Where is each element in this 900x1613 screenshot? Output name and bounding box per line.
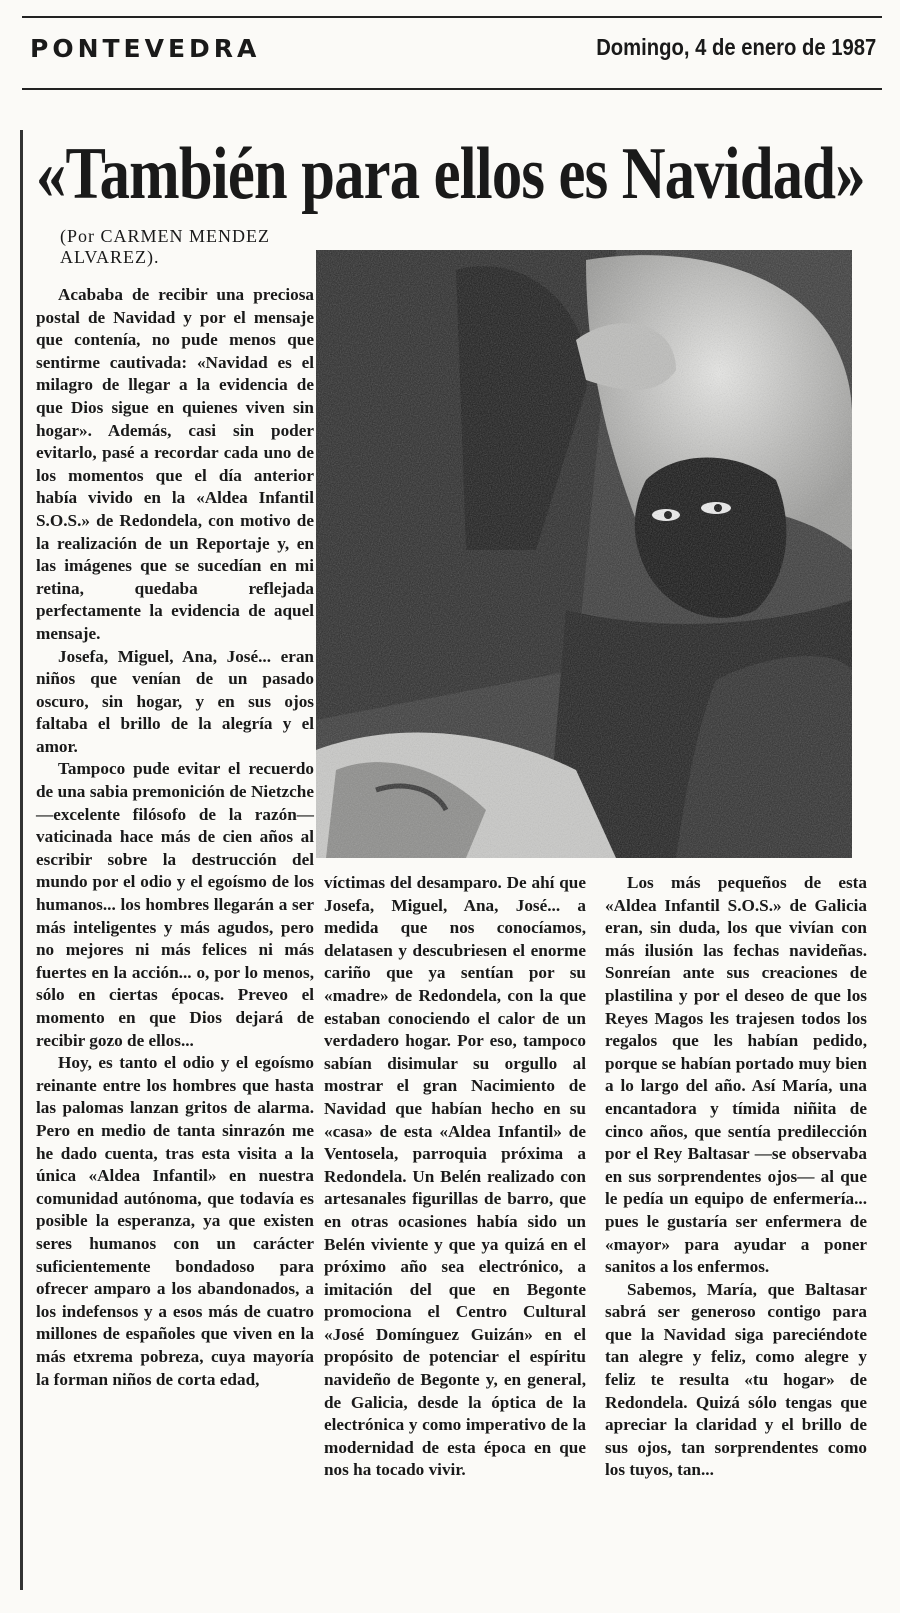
- child-portrait-image: [316, 250, 852, 858]
- paragraph: Los más pequeños de esta «Aldea Infantil S.O.S.» de Galicia eran, sin duda, los que vivían con más ilusión las fechas navideñas. Sonreían ante sus creaciones de plastilina y por el deseo de que los Reyes Magos les trajesen todos los regalos que les habían pedido, porque se habían portado muy bien a lo largo del año. Así María, una encantadora y tímida niñita de cinco años, que sentía predilección por el Rey Baltasar —se observaba en sus sorprendentes ojos— al que le pedía un equipo de enfermería... pues le gustaría ser enfermera de «mayor» para ayudar a poner sanitos a los enfermos.: [605, 873, 867, 1277]
- article-photo: [316, 250, 852, 858]
- paragraph: víctimas del desamparo. De ahí que Josefa, Miguel, Ana, José... a medida que nos conocíamos, delatasen y descubriesen el enorme cariño que ya sentían por su «madre» de Redondela, con la que estaban conociendo el calor de un verdadero hogar. Por eso, tampoco sabían disimular su orgullo al mostrar el gran Nacimiento de Navidad que habían hecho en su «casa» de esta «Aldea Infantil» de Ventosela, parroquia próxima a Redondela. Un Belén realizado con artesanales figurillas de barro, que en otras ocasiones había sido un Belén viviente y que ya quizá en el próximo año sea electrónico, a imitación del que en Begonte promociona el Centro Cultural «José Domínguez Guizán» en el propósito de potenciar el espíritu navideño de Begonte y, en general, de Galicia, desde la óptica de la electrónica y como imperativo de la modernidad de esta época en que nos ha tocado vivir.: [324, 873, 586, 1480]
- paragraph: Sabemos, María, que Baltasar sabrá ser generoso contigo para que la Navidad siga pareciéndote tan alegre y feliz, como alegre y feliz te resulta «tu hogar» de Redondela. Quizá sólo tengas que apreciar la claridad y el brillo de sus ojos, tan sorprendentes como los tuyos, tan...: [605, 1279, 867, 1480]
- column-border: [20, 130, 23, 1590]
- paragraph: Hoy, es tanto el odio y el egoísmo reinante entre los hombres que hasta las palomas lanzan gritos de alarma. Pero en medio de tanta sinrazón me he dado cuenta, tras esta visita a la única «Aldea Infantil» en nuestra comunidad autónoma, que todavía es posible la esperanza, ya que existen seres humanos con un carácter suficientemente bondadoso para ofrecer amparo a los abandonados, a los indefensos y a esos más de cuatro millones de españoles que viven en la más etxrema pobreza, cuya mayoría la forman niños de corta edad,: [36, 1053, 314, 1389]
- header-rule: [22, 88, 882, 90]
- article-byline: (Por CARMEN MENDEZ ALVAREZ).: [60, 226, 270, 267]
- article-column-1: [36, 284, 314, 1391]
- publication-date: Domingo, 4 de enero de 1987: [595, 34, 876, 60]
- paragraph: Josefa, Miguel, Ana, José... eran niños que venían de un pasado oscuro, sin hogar, y en sus ojos faltaba el brillo de la alegría y el amor.: [36, 646, 314, 756]
- paragraph: Acababa de recibir una preciosa postal de Navidad y por el mensaje que contenía, no pude menos que sentirme cautivada: «Navidad es el milagro de llegar a la evidencia de que Dios sigue en quienes viven sin hogar». Además, casi sin poder evitarlo, pasé a recordar cada uno de los momentos que el día anterior había vivido en la «Aldea Infantil S.O.S.» de Redondela, con motivo de la realización de un Reportaje y, en las imágenes que se sucedían en mi retina, quedaba reflejada perfectamente la evidencia de aquel mensaje.: [36, 285, 314, 643]
- paragraph: Tampoco pude evitar el recuerdo de una sabia premonición de Nietzche —excelente filósofo de la razón— vaticinada hace más de cien años al escribir sobre la destrucción del mundo por el odio y el egoísmo de los humanos... los hombres llegarán a ser más inteligentes y más agudos, pero no mejores ni más felices ni más fuertes en la acción... o, por lo menos, sólo en ciertas épocas. Preveo el momento en que Dios dejará de recibir gozo de ellos...: [36, 759, 314, 1050]
- article-headline: «También para ellos es Navidad»: [36, 133, 865, 215]
- article-column-2: [324, 872, 586, 1482]
- top-rule: [22, 16, 882, 18]
- article-column-3: [605, 872, 867, 1482]
- section-name: PONTEVEDRA: [30, 34, 261, 63]
